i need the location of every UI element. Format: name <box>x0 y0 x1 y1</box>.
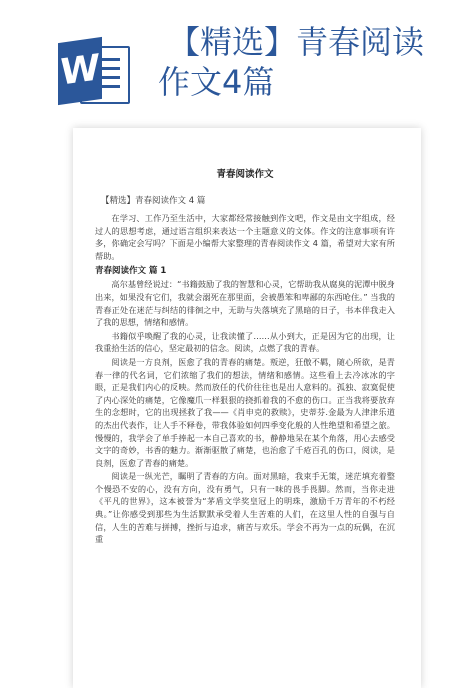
document-title: 青春阅读作文 <box>216 169 274 180</box>
banner-title-line1: 【精选】青春阅读 <box>168 23 425 61</box>
body-paragraph: 阅读是一纵光芒，瞩明了青春的方向。面对黑暗，我束手无策，迷茫填充着整个慢恐不安的心，没有方向，没有勇气，只有一味的畏手畏脚。然而，当你走进《平凡的世界》，这本被誉为“茅盾文学奖皇冠上的明珠，激励千万青年的不朽经典。”让你感受到那些为生活默默承受着人生苦难的人们，在这里人性的自强与自信，人生的苦难与拼搏，挫折与追求，痛苦与欢乐。学会不再为一点的玩偶，在沉重 <box>95 471 395 545</box>
body-paragraph: 书籍似乎唤醒了我的心灵，让我读懂了……从小到大，正是因为它的出现，让我重拾生活的信心，坚定最初的信念。阅读，点燃了我的青春。 <box>95 330 395 354</box>
banner-title <box>158 22 425 102</box>
body-paragraph: 高尔基曾经说过：“书籍鼓励了我的智慧和心灵，它帮助我从腐臭的泥潭中脱身出来，如果没有它们，我就会溺死在那里面，会被愚笨和卑鄙的东西呛住。” 当我的青春正处在迷茫与纠结的徘徊之中，无助与失落填充了黑暗的日子，书本伴我走入了我的思想，情绪和感情。 <box>95 279 395 328</box>
word-document-icon <box>58 40 128 104</box>
intro-paragraph: 在学习、工作乃至生活中，大家都经常接触到作文吧，作文是由文字组成，经过人的思想考虑，通过语言组织来表达一个主题意义的文体。作文的注意事项有许多，你确定会写吗？下面是小编帮大家整理的青春阅读作文 4 篇，希望对大家有所帮助。 <box>95 213 395 261</box>
word-icon-letter: W <box>58 37 102 105</box>
section-heading: 青春阅读作文 篇 1 <box>95 266 167 277</box>
banner <box>0 0 474 130</box>
document-subtitle: 【精选】青春阅读作文 4 篇 <box>101 196 206 206</box>
body-paragraph: 阅读是一方良剂，医愈了我的青春的痛楚。叛逆，狂傲不羁，随心所欲，是青春一律的代名词，它们浓缩了我们的想法，情绪和感情。这些看上去冷冰冰的字眼，正是我们内心的反映。然而放任的代价往往也是出人意料的。孤独、寂寞促使了内心深处的痛楚，它像魔爪一样狠狠的挠抓着我的不愈的伤口。正当我将要放弃生的念想时，它的出现拯救了我——《肖申克的救赎》，史蒂芬.金最为人津津乐道的杰出代表作，让人手不释卷，带我体验如何四季变化般的人性绝望和希望之旅。慢慢的，我学会了单手捧起一本自己喜欢的书，静静地呆在某个角落，用心去感受文字的奇妙，书香的魅力。渐渐驱散了痛楚，也治愈了千疮百孔的伤口，阅读，是良剂，医愈了青春的痛楚。 <box>95 356 395 468</box>
document-body <box>95 166 395 547</box>
banner-title-line2: 作文4篇 <box>158 63 275 101</box>
document-page <box>73 128 421 688</box>
